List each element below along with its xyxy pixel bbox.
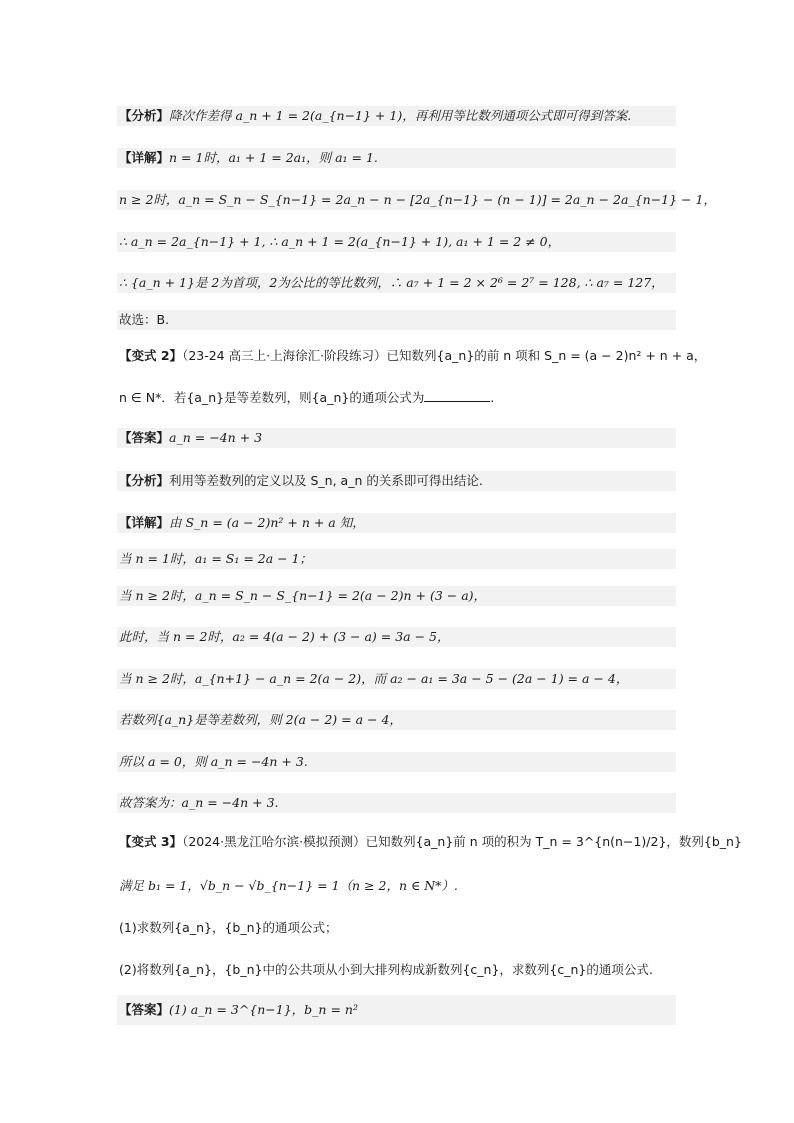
detail-line-10 [117, 669, 676, 689]
detail-line-12 [117, 752, 676, 772]
answer-tag: 【答案】 [119, 1002, 170, 1017]
detail-line-9 [117, 627, 676, 647]
question-text: (2)将数列{a_n}，{b_n}中的公共项从小到大排列构成新数列{c_n}，求数列{c_n}的通项公式. [119, 962, 653, 977]
question-text: (1)求数列{a_n}，{b_n}的通项公式； [119, 920, 338, 935]
detail-text: 若数列{a_n}是等差数列，则 2(a − 2) = a − 4， [119, 712, 402, 727]
answer-text: a_n = −4n + 3 [169, 430, 263, 445]
detail-text: 当 n ≥ 2时，a_{n+1} − a_n = 2(a − 2)，而 a₂ − a₁ = 3a − 5 − (2a − 1) = a − 4， [119, 671, 629, 686]
detail-line-8 [117, 586, 676, 606]
detail-tag: 【详解】 [119, 515, 170, 530]
analysis-text: 降次作差得 a_n + 1 = 2(a_{n−1} + 1)，再利用等比数列通项公式即可得到答案. [169, 108, 632, 123]
variant-3-question-cont [117, 876, 458, 896]
answer-line-2 [117, 995, 676, 1025]
detail-text: 由 S_n = (a − 2)n² + n + a 知， [169, 515, 365, 530]
subquestion-1 [117, 918, 337, 938]
detail-line-6 [117, 513, 676, 533]
detail-line-2 [117, 190, 716, 210]
variant-tag: 【变式 3】 [119, 834, 183, 849]
answer-blank [424, 389, 490, 402]
variant-2-question-cont [117, 388, 494, 408]
answer-text: (1) a_n = 3^{n−1}，b_n = n² [169, 1002, 358, 1017]
analysis-tag: 【分析】 [119, 108, 170, 123]
analysis-tag: 【分析】 [119, 473, 170, 488]
question-text: n ∈ N*．若{a_n}是等差数列，则{a_n}的通项公式为 [119, 390, 425, 405]
detail-line-4 [117, 273, 676, 293]
detail-text: 当 n ≥ 2时，a_n = S_n − S_{n−1} = 2(a − 2)n + (3 − a)， [119, 588, 487, 603]
detail-text: n ≥ 2时，a_n = S_n − S_{n−1} = 2a_n − n − [2a_{n−1} − (n − 1)] = 2a_n − 2a_{n−1} − 1， [119, 192, 716, 207]
variant-tag: 【变式 2】 [119, 348, 183, 363]
detail-text: 当 n = 1时，a₁ = S₁ = 2a − 1； [119, 551, 313, 566]
detail-line-1 [117, 148, 676, 168]
detail-text: 所以 a = 0，则 a_n = −4n + 3. [119, 754, 308, 769]
question-text: 满足 b₁ = 1，√b_n − √b_{n−1} = 1（n ≥ 2，n ∈ N*）. [119, 878, 458, 893]
answer-tag: 【答案】 [119, 430, 170, 445]
answer-line [117, 428, 676, 448]
question-text: （23-24 高三上·上海徐汇·阶段练习）已知数列{a_n}的前 n 项和 S_n = (a − 2)n² + n + a， [182, 348, 707, 363]
variant-3-question [117, 832, 742, 852]
subquestion-2 [117, 960, 653, 980]
detail-text: 故选：B. [119, 312, 170, 327]
variant-2-question [117, 346, 706, 366]
analysis-line-2 [117, 471, 676, 491]
detail-line-11 [117, 710, 676, 730]
analysis-text: 利用等差数列的定义以及 S_n, a_n 的关系即可得出结论. [169, 473, 483, 488]
detail-line-7 [117, 549, 676, 569]
detail-text: 故答案为：a_n = −4n + 3. [119, 795, 279, 810]
analysis-line-1 [117, 106, 676, 126]
detail-text: ∴ {a_n + 1}是 2为首项，2为公比的等比数列，∴ a₇ + 1 = 2 × 2⁶ = 2⁷ = 128, ∴ a₇ = 127， [119, 275, 664, 290]
detail-tag: 【详解】 [119, 150, 170, 165]
detail-text: ∴ a_n = 2a_{n−1} + 1, ∴ a_n + 1 = 2(a_{n−1} + 1), a₁ + 1 = 2 ≠ 0， [119, 234, 561, 249]
detail-text: n = 1时，a₁ + 1 = 2a₁，则 a₁ = 1. [169, 150, 378, 165]
detail-line-5 [117, 310, 676, 330]
detail-text: 此时，当 n = 2时，a₂ = 4(a − 2) + (3 − a) = 3a − 5， [119, 629, 450, 644]
detail-line-13 [117, 793, 676, 813]
question-text: （2024·黑龙江哈尔滨·模拟预测）已知数列{a_n}前 n 项的积为 T_n = 3^{n(n−1)/2}，数列{b_n} [182, 834, 742, 849]
detail-line-3 [117, 232, 676, 252]
period: . [490, 390, 495, 405]
